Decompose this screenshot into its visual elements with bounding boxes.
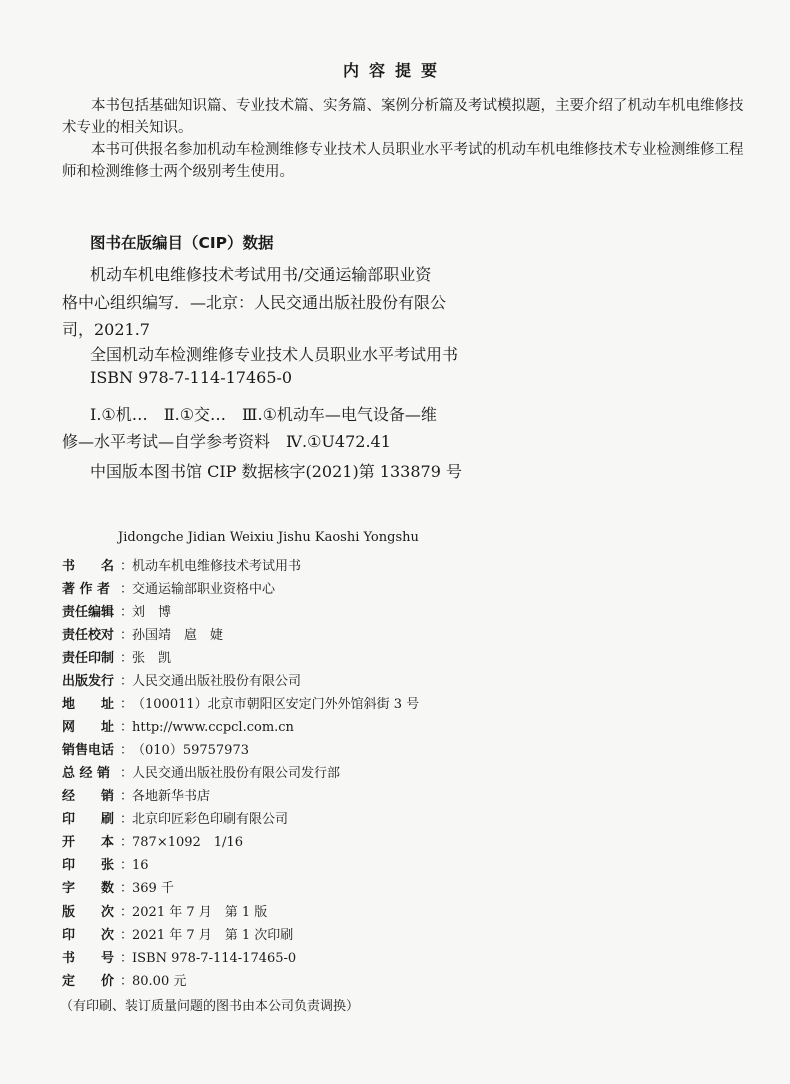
colophon-label: 责任编辑 <box>62 605 115 620</box>
cip-line-5: ISBN 978-7-114-17465-0 <box>90 368 293 387</box>
colophon-value: 各地新华书店 <box>132 789 211 804</box>
colophon-value: 80.00 元 <box>132 974 187 989</box>
colophon-label: 版 次 <box>62 905 115 920</box>
colophon-row <box>62 693 419 712</box>
colophon-label: 印 张 <box>62 858 115 873</box>
colophon-colon: ： <box>120 858 134 873</box>
colophon-colon: ： <box>120 605 134 620</box>
colophon-row <box>62 624 223 643</box>
colophon-value: 2021 年 7 月 第 1 版 <box>132 905 268 920</box>
colophon-colon: ： <box>120 835 134 850</box>
summary-paragraph-2 <box>62 139 752 183</box>
colophon-label: 字 数 <box>62 881 115 896</box>
colophon-row <box>62 785 210 804</box>
colophon-value: 孙国靖 扈 婕 <box>132 628 224 643</box>
colophon-label: 印 次 <box>62 928 115 943</box>
colophon-label: 地 址 <box>62 697 115 712</box>
colophon-colon: ： <box>120 905 134 920</box>
colophon-colon: ： <box>120 674 134 689</box>
colophon-value: （010）59757973 <box>132 743 249 758</box>
colophon-colon: ： <box>120 974 134 989</box>
pinyin-title: Jidongche Jidian Weixiu Jishu Kaoshi Yongshu <box>118 530 419 545</box>
colophon-label: 定 价 <box>62 974 115 989</box>
colophon-label: 责任印制 <box>62 651 115 666</box>
colophon-colon: ： <box>120 743 134 758</box>
colophon-colon: ： <box>120 881 134 896</box>
colophon-label: 销售电话 <box>62 743 115 758</box>
colophon-colon: ： <box>120 651 134 666</box>
colophon-label: 网 址 <box>62 720 115 735</box>
colophon-row <box>62 647 171 666</box>
colophon-row <box>62 739 249 758</box>
colophon-colon: ： <box>120 582 134 597</box>
colophon-row <box>62 578 275 597</box>
colophon-value: 人民交通出版社股份有限公司发行部 <box>132 766 341 781</box>
colophon-row <box>62 808 288 827</box>
colophon-label: 著 作 者 <box>62 582 111 597</box>
colophon-value: 交通运输部职业资格中心 <box>132 582 276 597</box>
colophon-label: 出版发行 <box>62 674 115 689</box>
colophon-row <box>62 854 149 873</box>
colophon-row <box>62 901 267 920</box>
colophon-label: 总 经 销 <box>62 766 111 781</box>
colophon-row <box>62 670 301 689</box>
colophon-colon: ： <box>120 559 134 574</box>
summary-paragraph-2-text: 本书可供报名参加机动车检测维修专业技术人员职业水平考试的机动车机电维修技术专业检测维修工程师和检测维修士两个级别考生使用。 <box>62 142 744 180</box>
colophon-value: 北京印匠彩色印刷有限公司 <box>132 812 289 827</box>
cip-line-1: 机动车机电维修技术考试用书/交通运输部职业资 <box>90 265 432 284</box>
colophon-colon: ： <box>120 720 134 735</box>
colophon-colon: ： <box>120 789 134 804</box>
colophon-label: 印 刷 <box>62 812 115 827</box>
cip-line-7: 修—水平考试—自学参考资料 Ⅳ.①U472.41 <box>62 432 391 451</box>
colophon-colon: ： <box>120 697 134 712</box>
cip-line-4: 全国机动车检测维修专业技术人员职业水平考试用书 <box>90 345 459 364</box>
colophon-label: 开 本 <box>62 835 115 850</box>
colophon-colon: ： <box>120 951 134 966</box>
colophon-row <box>62 970 186 989</box>
colophon-value: 机动车机电维修技术考试用书 <box>132 559 302 574</box>
colophon-value: http://www.ccpcl.com.cn <box>132 720 294 735</box>
cip-line-2: 格中心组织编写．—北京：人民交通出版社股份有限公 <box>62 293 447 312</box>
colophon-value: 369 千 <box>132 881 174 896</box>
summary-paragraph-1-text: 本书包括基础知识篇、专业技术篇、实务篇、案例分析篇及考试模拟题，主要介绍了机动车机电维修技术专业的相关知识。 <box>62 98 744 136</box>
colophon-row <box>62 762 340 781</box>
colophon-row <box>62 947 296 966</box>
colophon-value: ISBN 978-7-114-17465-0 <box>132 951 297 966</box>
summary-paragraph-1 <box>62 95 752 139</box>
colophon-value: 16 <box>132 858 149 873</box>
cip-line-8: 中国版本图书馆 CIP 数据核字(2021)第 133879 号 <box>90 462 462 481</box>
colophon-colon: ： <box>120 766 134 781</box>
colophon-colon: ： <box>120 928 134 943</box>
quality-footnote: （有印刷、装订质量问题的图书由本公司负责调换） <box>60 999 360 1014</box>
colophon-colon: ： <box>120 812 134 827</box>
colophon-row <box>62 924 293 943</box>
colophon-row <box>62 877 174 896</box>
colophon-row <box>62 831 243 850</box>
colophon-row <box>62 555 301 574</box>
colophon-value: 人民交通出版社股份有限公司 <box>132 674 302 689</box>
colophon-colon: ： <box>120 628 134 643</box>
summary-title: 内容提要 <box>342 61 447 80</box>
colophon-label: 责任校对 <box>62 628 115 643</box>
colophon-value: 刘 博 <box>132 605 172 620</box>
colophon-value: （100011）北京市朝阳区安定门外外馆斜街 3 号 <box>132 697 420 712</box>
cip-title: 图书在版编目（CIP）数据 <box>90 234 274 252</box>
cip-line-6: Ⅰ.①机… Ⅱ.①交… Ⅲ.①机动车—电气设备—维 <box>90 405 437 424</box>
colophon-label: 书 名 <box>62 559 115 574</box>
colophon-value: 2021 年 7 月 第 1 次印刷 <box>132 928 294 943</box>
colophon-value: 张 凯 <box>132 651 172 666</box>
colophon-label: 书 号 <box>62 951 115 966</box>
colophon-row <box>62 601 171 620</box>
cip-line-3: 司，2021.7 <box>62 320 150 339</box>
colophon-value: 787×1092 1/16 <box>132 835 243 850</box>
colophon-row <box>62 716 294 735</box>
colophon-label: 经 销 <box>62 789 115 804</box>
